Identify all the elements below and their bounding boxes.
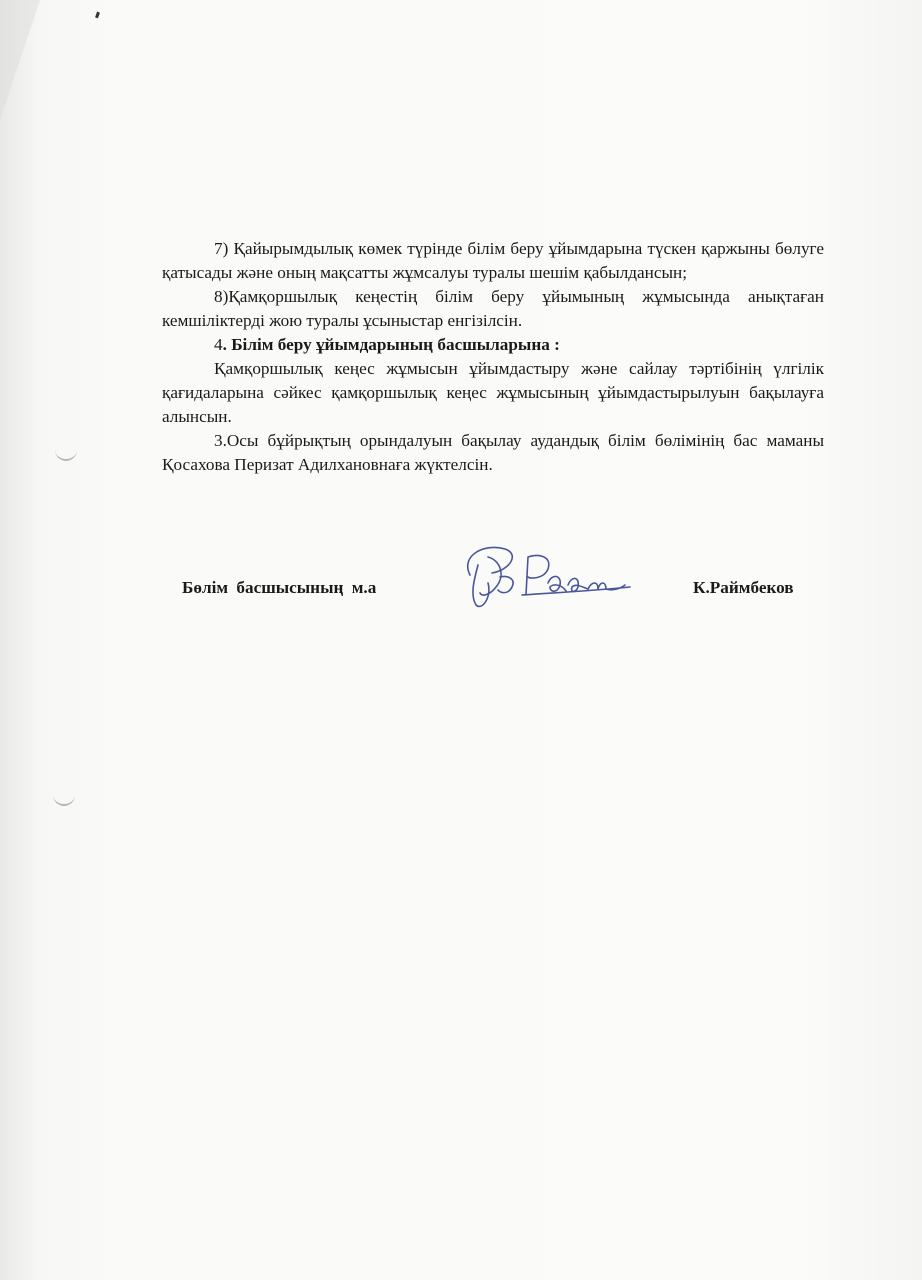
signatory-title: Бөлім басшысының м.а — [182, 578, 377, 597]
section-4-title: . Білім беру ұйымдарының басшыларына : — [222, 335, 560, 354]
page-shadow — [0, 0, 40, 120]
paragraph-8: 8)Қамқоршылық кеңестің білім беру ұйымының жұмысында анықтаған кемшіліктерді жою туралы ұсыныстар енгізілсін. — [162, 287, 824, 330]
paragraph-7: 7) Қайырымдылық көмек түрінде білім беру ұйымдарына түскен қаржыны бөлуге қатысады және оның мақсатты жұмсалуы туралы шешім қабылдансын; — [162, 239, 824, 282]
handwritten-signature — [430, 535, 640, 615]
section-4-heading — [162, 333, 824, 357]
section-4-number: 4 — [214, 335, 223, 354]
document-body — [162, 237, 824, 477]
scan-mark — [95, 12, 100, 19]
section-4-body: Қамқоршылық кеңес жұмысын ұйымдастыру және сайлау тәртібінің үлгілік қағидаларына сәйкес қамқоршылық кеңес жұмысының ұйымдастырылуын бақылауға алынсын. — [162, 359, 824, 426]
signatory-name: К.Раймбеков — [693, 578, 794, 597]
punch-hole-top — [55, 445, 77, 461]
punch-hole-bottom — [53, 790, 75, 806]
paragraph-3: 3.Осы бұйрықтың орындалуын бақылау аудандық білім бөлімінің бас маманы Қосахова Перизат Адилхановнаға жүктелсін. — [162, 431, 824, 474]
